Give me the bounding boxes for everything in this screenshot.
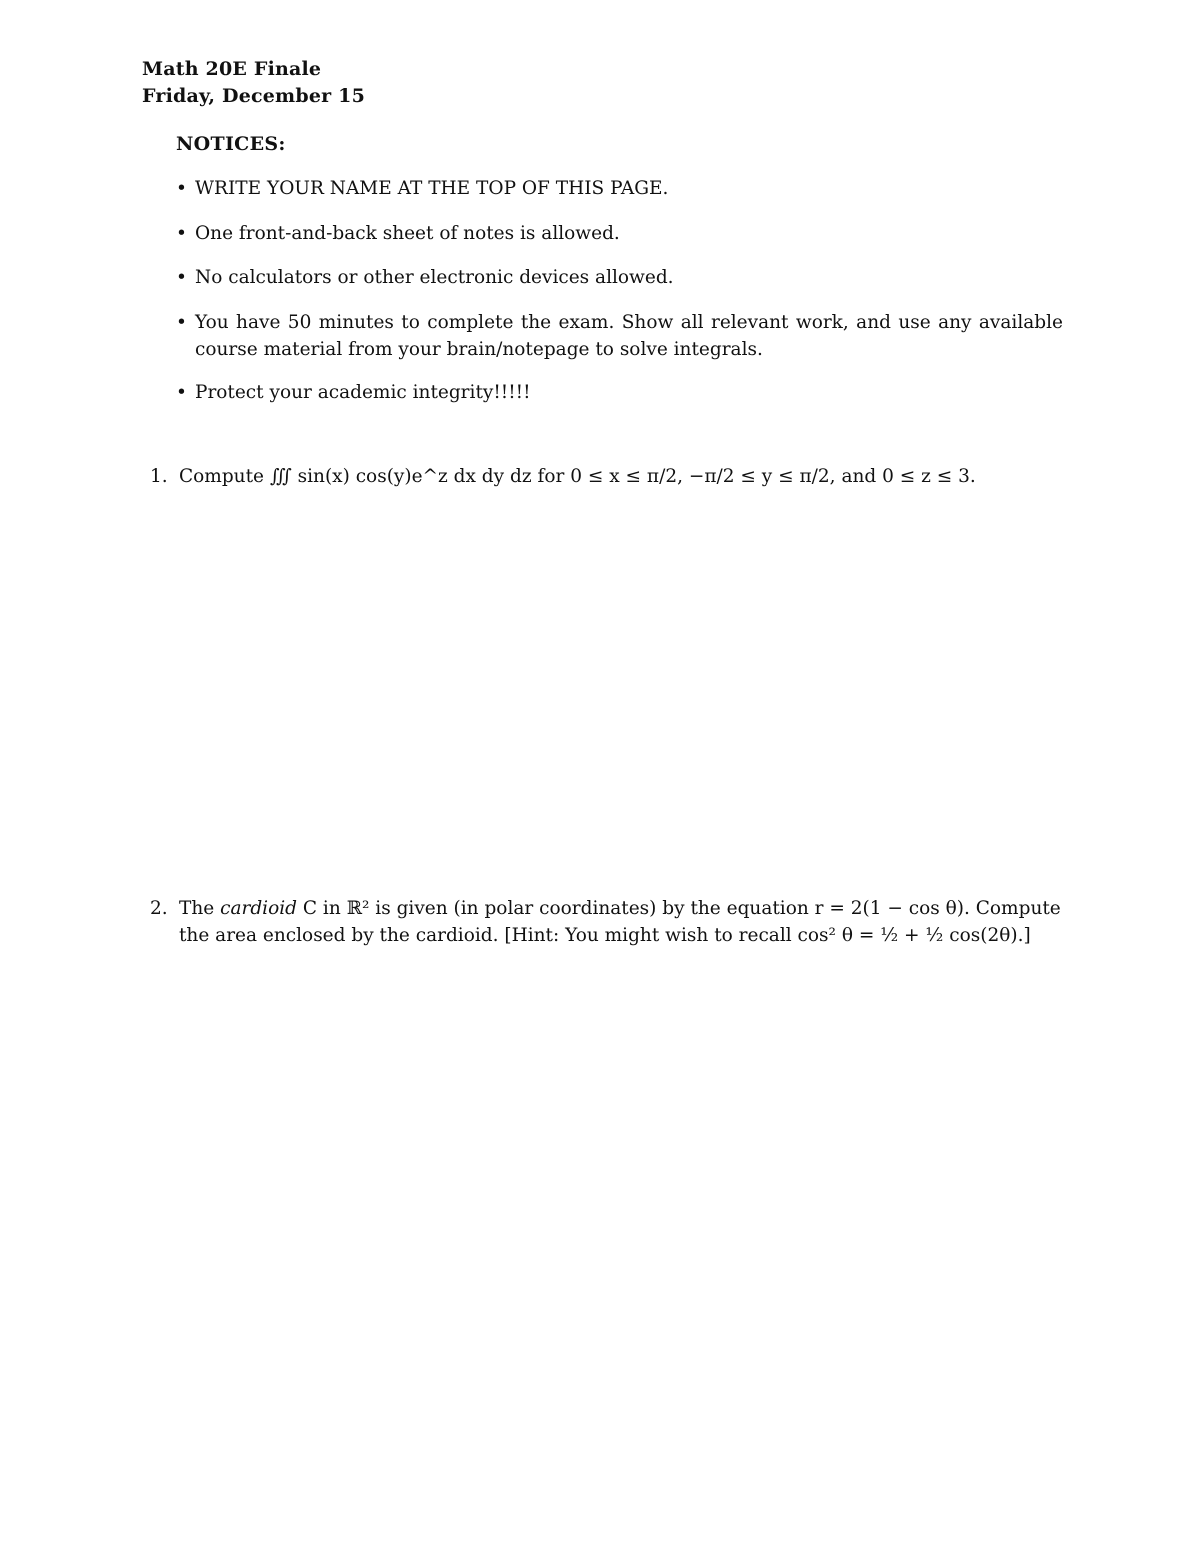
notice-text: WRITE YOUR NAME AT THE TOP OF THIS PAGE.	[195, 178, 669, 199]
problem-line1-rest: C in ℝ² is given (in polar coordinates) by the equation r = 2(1 − cos θ). Compute	[302, 898, 1061, 919]
notice-item	[176, 309, 1076, 363]
notice-text: One front-and-back sheet of notes is allowed.	[195, 223, 620, 244]
notice-item	[176, 220, 1076, 247]
problem-text: Compute ∭ sin(x) cos(y)e^z dx dy dz for 0 ≤ x ≤ π/2, −π/2 ≤ y ≤ π/2, and 0 ≤ z ≤ 3.	[179, 466, 976, 487]
notice-text: No calculators or other electronic devices allowed.	[195, 267, 674, 288]
problem-lead: Compute	[179, 466, 264, 487]
exam-date: Friday, December 15	[142, 85, 365, 107]
problem-text	[179, 895, 1062, 949]
notice-text: Protect your academic integrity!!!!!	[195, 382, 531, 403]
problem-1	[150, 463, 1062, 490]
bounds-x: 0 ≤ x ≤ π/2	[570, 466, 678, 487]
bullet-icon: •	[176, 382, 187, 403]
course-title: Math 20E Finale	[142, 58, 322, 80]
integral-expression: ∭ sin(x) cos(y)e^z dx dy dz	[269, 466, 532, 487]
notices-heading: NOTICES:	[176, 133, 286, 155]
bounds-z: and 0 ≤ z ≤ 3.	[841, 466, 976, 487]
bullet-icon: •	[176, 223, 187, 244]
cardioid-term: cardioid	[220, 898, 297, 919]
notice-item	[176, 379, 1076, 406]
problem-2	[150, 895, 1062, 949]
notice-text: You have 50 minutes to complete the exam. Show all relevant work, and use any available course material from your brain/notepage to solve integrals.	[195, 312, 1063, 360]
problem-number: 2.	[150, 898, 168, 919]
problem-number: 1.	[150, 466, 168, 487]
problem-line2: the area enclosed by the cardioid. [Hint: You might wish to recall cos² θ = ½ + ½ cos(2θ).]	[179, 925, 1031, 946]
problem-line1-start: The	[179, 898, 215, 919]
bounds-for: for	[537, 466, 565, 487]
notice-item	[176, 264, 1076, 291]
bullet-icon: •	[176, 312, 187, 333]
bullet-icon: •	[176, 178, 187, 199]
notice-item	[176, 175, 1076, 202]
bounds-y: −π/2 ≤ y ≤ π/2	[688, 466, 830, 487]
bullet-icon: •	[176, 267, 187, 288]
